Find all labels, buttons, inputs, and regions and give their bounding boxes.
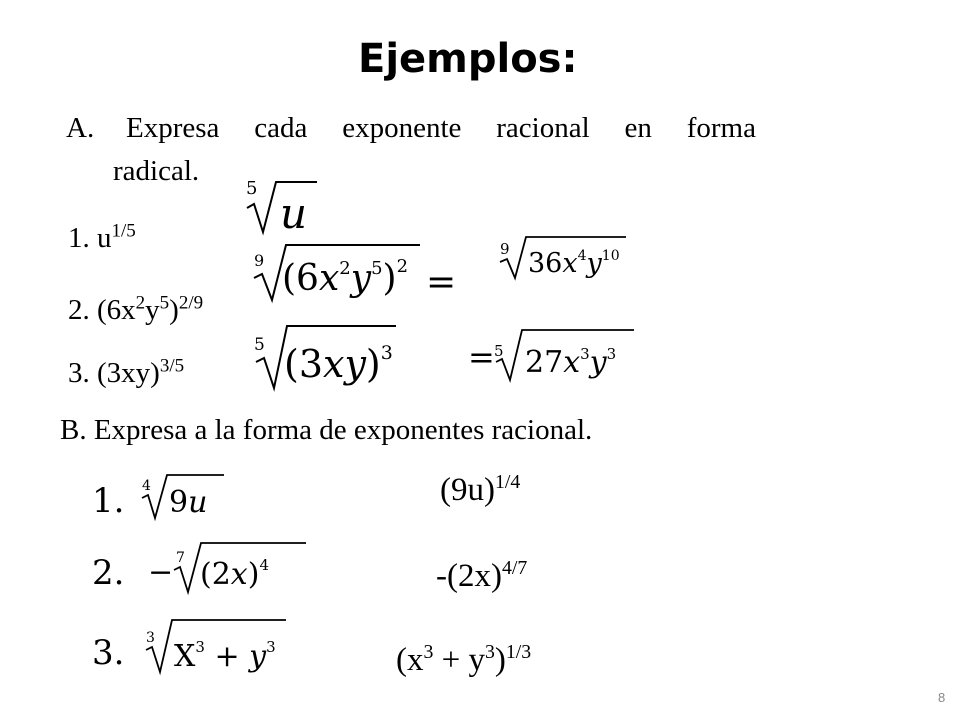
radical-a3-result [468, 326, 648, 386]
item-number: 3. [68, 357, 90, 389]
radical-index: 5 [246, 178, 258, 199]
answer-exponent: 1/4 [494, 471, 521, 493]
answer-b2 [436, 558, 527, 595]
radical-b2 [90, 538, 320, 603]
radicand: u [280, 189, 308, 238]
radicand: 9u [169, 485, 208, 520]
section-a-line2: radical. [113, 155, 200, 187]
item-a2 [68, 294, 203, 327]
answer-exponent: 1/3 [505, 641, 532, 663]
item-number: 2. [68, 294, 90, 326]
radical-index: 5 [494, 342, 504, 360]
section-a-line1: Expresa cada exponente racional en forma [126, 112, 756, 144]
radical-index: 4 [142, 478, 151, 494]
item-base: u [97, 222, 112, 254]
radical-index: 3 [146, 630, 155, 646]
radicand: $36x^4y^{10}$ [528, 248, 620, 279]
item-a3 [68, 357, 184, 390]
radical-index: 7 [176, 550, 185, 566]
section-b-letter: B. [60, 414, 87, 446]
item-base: (3xy) [97, 357, 160, 389]
item-exponent: 1/5 [111, 220, 136, 242]
radicand: $(3xy)^3$ [284, 342, 393, 386]
section-b-text: Expresa a la forma de exponentes racional. [93, 414, 593, 446]
radicand: $(6x^2y^5)^2$ [282, 256, 409, 299]
radical-a2-result [498, 232, 638, 282]
equals-sign: = [468, 338, 495, 376]
item-number: 1. [92, 481, 125, 521]
radical-a1 [245, 170, 325, 240]
section-b-heading [60, 414, 592, 447]
answer-exponent: 4/7 [501, 557, 528, 579]
answer-b3 [396, 642, 531, 679]
page-number: 8 [938, 690, 946, 705]
answer-expression: $(x^3 + y^3)$ [396, 641, 506, 678]
radical-a3 [252, 320, 412, 395]
minus-sign: − [148, 555, 174, 590]
radicand: $X^3 + y^3$ [174, 638, 276, 674]
item-number: 1. [68, 222, 90, 254]
radical-index: 9 [254, 251, 265, 270]
radical-b3 [90, 612, 300, 682]
radical-index: 9 [500, 240, 510, 258]
section-a-letter: A. [66, 112, 95, 144]
item-expression: $(6x^2y^5)^{2/9}$ [97, 292, 204, 326]
item-number: 2. [92, 553, 125, 593]
item-a1 [68, 222, 136, 255]
radical-b1 [90, 468, 250, 528]
answer-b1 [440, 472, 520, 509]
item-exponent: 3/5 [159, 355, 185, 377]
radicand: $(2x)^4$ [200, 556, 269, 592]
radicand: $27x^3y^3$ [525, 345, 617, 380]
answer-base: (9u) [440, 472, 495, 508]
equals-sign: = [426, 262, 457, 303]
slide-title: Ejemplos: [358, 36, 578, 82]
radical-index: 5 [254, 335, 265, 355]
answer-base: -(2x) [436, 558, 502, 594]
item-number: 3. [92, 633, 125, 673]
